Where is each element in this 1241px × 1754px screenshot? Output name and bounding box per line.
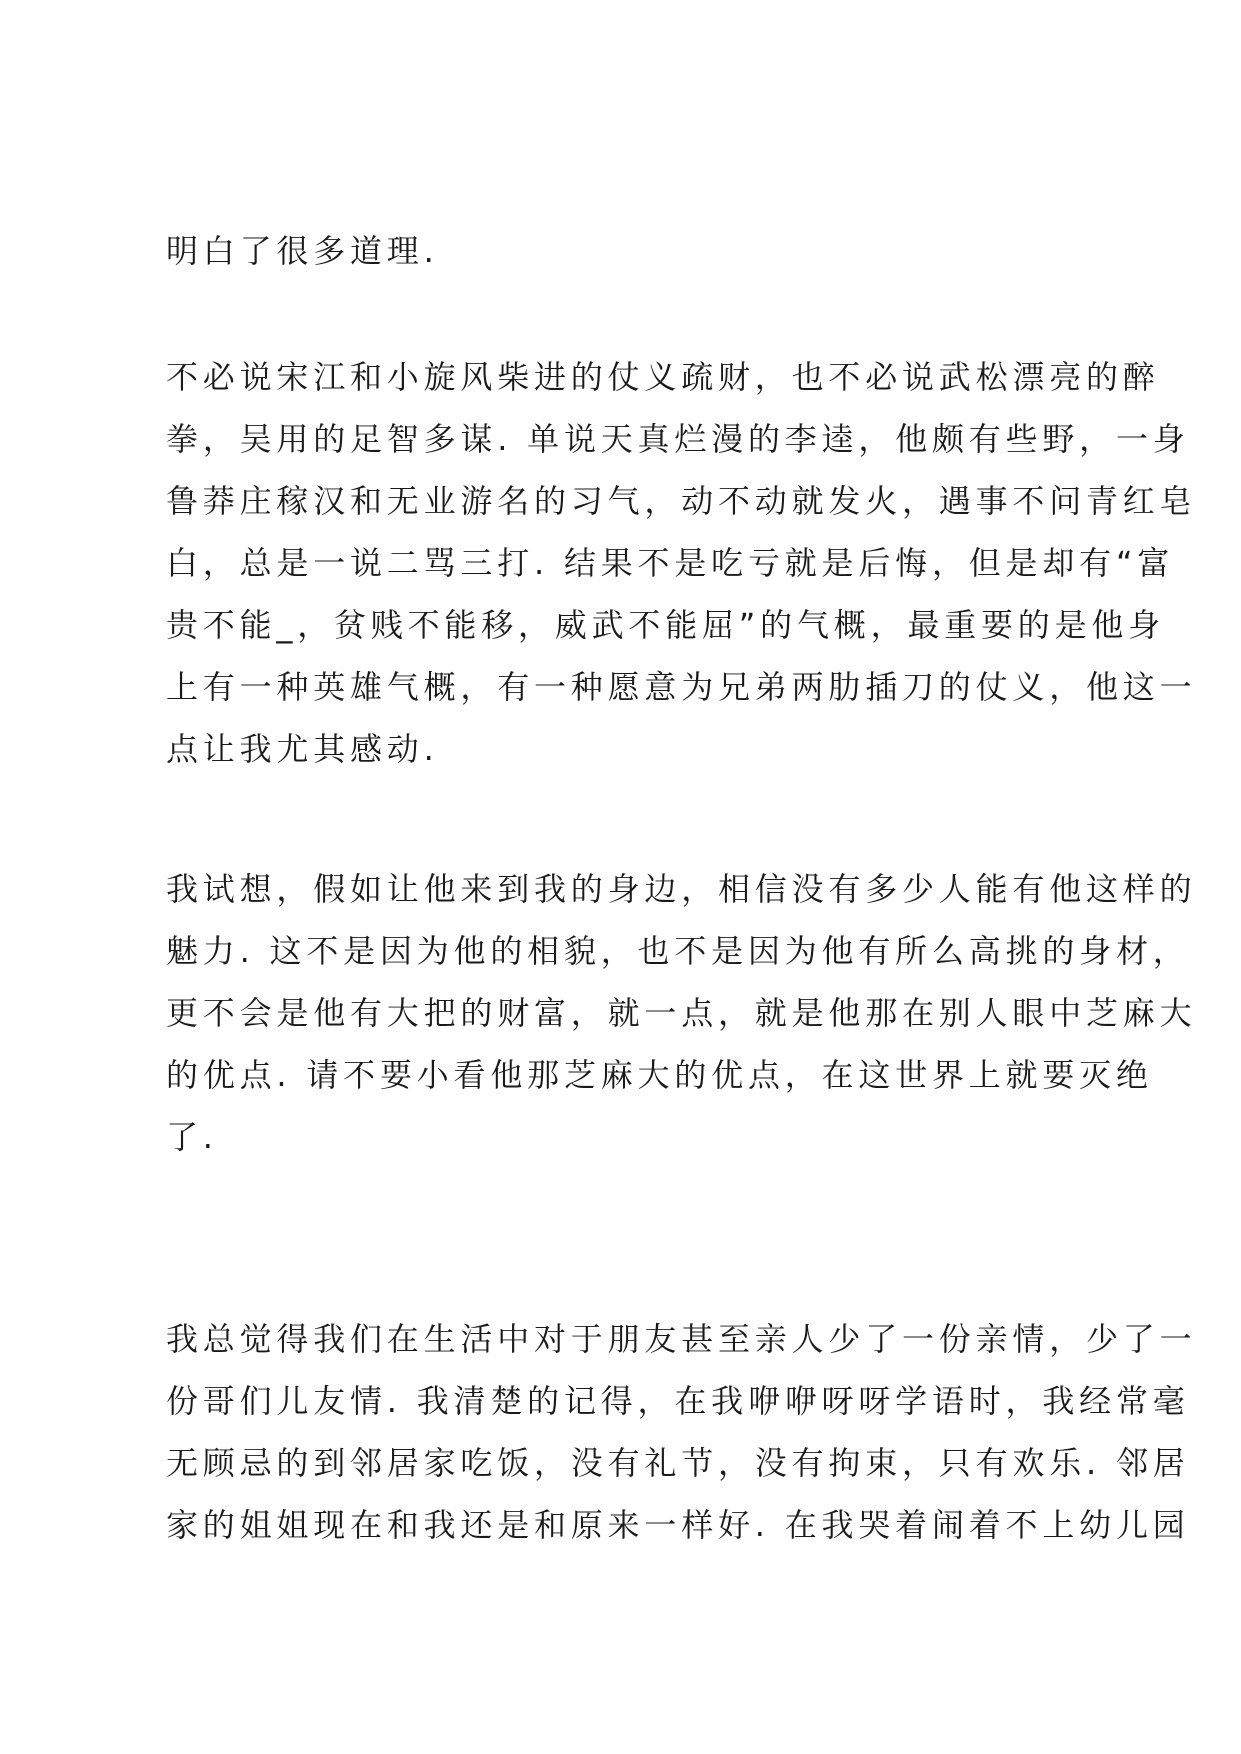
- text-line: 家的姐姐现在和我还是和原来一样好. 在我哭着闹着不上幼儿园: [166, 1506, 1190, 1544]
- text-line: 点让我尤其感动.: [166, 730, 439, 768]
- text-line: 上有一种英雄气概，有一种愿意为兄弟两肋插刀的仗义，他这一: [166, 668, 1197, 706]
- text-line: 份哥们儿友情. 我清楚的记得，在我咿咿呀呀学语时，我经常毫: [166, 1382, 1190, 1420]
- text-line: 魅力. 这不是因为他的相貌，也不是因为他有所么高挑的身材，: [166, 932, 1190, 970]
- text-line: 的优点. 请不要小看他那芝麻大的优点，在这世界上就要灭绝: [166, 1056, 1153, 1094]
- paragraph-1: [166, 220, 439, 282]
- text-line: 无顾忌的到邻居家吃饭，没有礼节，没有拘束，只有欢乐. 邻居: [166, 1444, 1190, 1482]
- text-line: 白，总是一说二骂三打. 结果不是吃亏就是后悔，但是却有“富: [166, 544, 1175, 582]
- text-line: 我试想，假如让他来到我的身边，相信没有多少人能有他这样的: [166, 870, 1197, 908]
- paragraph-3: [166, 858, 1196, 1168]
- paragraph-4: [166, 1308, 1196, 1556]
- text-line: 更不会是他有大把的财富，就一点，就是他那在别人眼中芝麻大: [166, 994, 1197, 1032]
- text-line: 不必说宋江和小旋风柴进的仗义疏财，也不必说武松漂亮的醉: [166, 358, 1160, 396]
- text-line: 了.: [166, 1118, 218, 1156]
- text-line: 明白了很多道理.: [166, 232, 439, 270]
- text-line: 鲁莽庄稼汉和无业游名的习气，动不动就发火，遇事不问青红皂: [166, 482, 1197, 520]
- text-line: 贵不能_，贫贱不能移，威武不能屈”的气概，最重要的是他身: [166, 606, 1165, 644]
- text-line: 我总觉得我们在生活中对于朋友甚至亲人少了一份亲情，少了一: [166, 1320, 1197, 1358]
- text-line: 拳，吴用的足智多谋. 单说天真烂漫的李逵，他颇有些野，一身: [166, 420, 1190, 458]
- paragraph-2: [166, 346, 1196, 780]
